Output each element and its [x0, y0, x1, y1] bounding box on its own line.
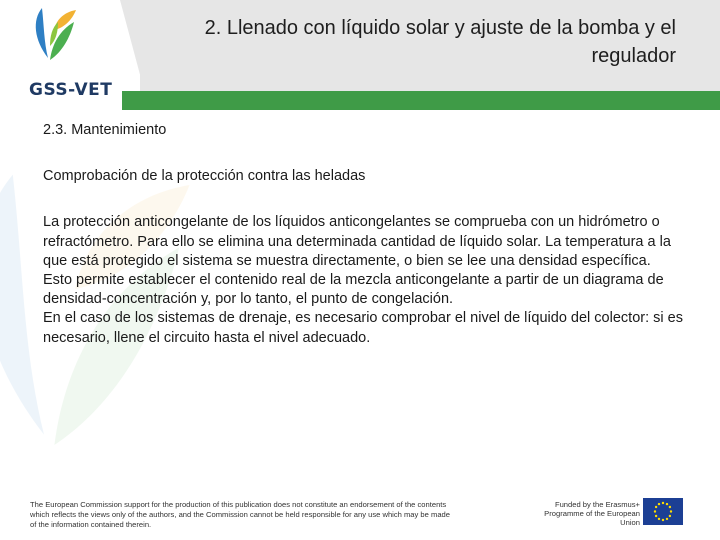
section-label: 2.3. Mantenimiento [43, 122, 167, 138]
slide-content [43, 121, 683, 348]
eu-flag-icon [643, 498, 683, 525]
footer-disclaimer: The European Commission support for the production of this publication does not constitute an endorsement of the contents which reflects the views only of the authors, and the Commission cannot be held responsible for any use which may be made of the information contained therein. [30, 500, 450, 529]
funded-by-text: Funded by the Erasmus+ Programme of the European Union [544, 500, 640, 528]
logo-text: GSS-VET [29, 80, 113, 100]
header-green-bar [122, 91, 720, 110]
paragraph-1: La protección anticongelante de los líquidos anticongelantes se comprueba con un hidrómetro o refractómetro. Para ello se elimina una determinada cantidad de líquido solar. La temperatura a la que está protegido el sistema se muestra directamente, o bien se lee una densidad específica. Esto permite establecer el contenido real de la mezcla anticongelante a partir de un diagrama de densidad-concentración y, por lo tanto, el punto de congelación. [43, 214, 671, 308]
gss-vet-logo-icon [28, 6, 78, 64]
slide-title: 2. Llenado con líquido solar y ajuste de la bomba y el regulador [204, 17, 676, 67]
subheading: Comprobación de la protección contra las heladas [43, 168, 366, 185]
paragraph-2: En el caso de los sistemas de drenaje, es necesario comprobar el nivel de líquido del colector: si es necesario, llene el circuito hasta el nivel adecuado. [43, 310, 683, 346]
